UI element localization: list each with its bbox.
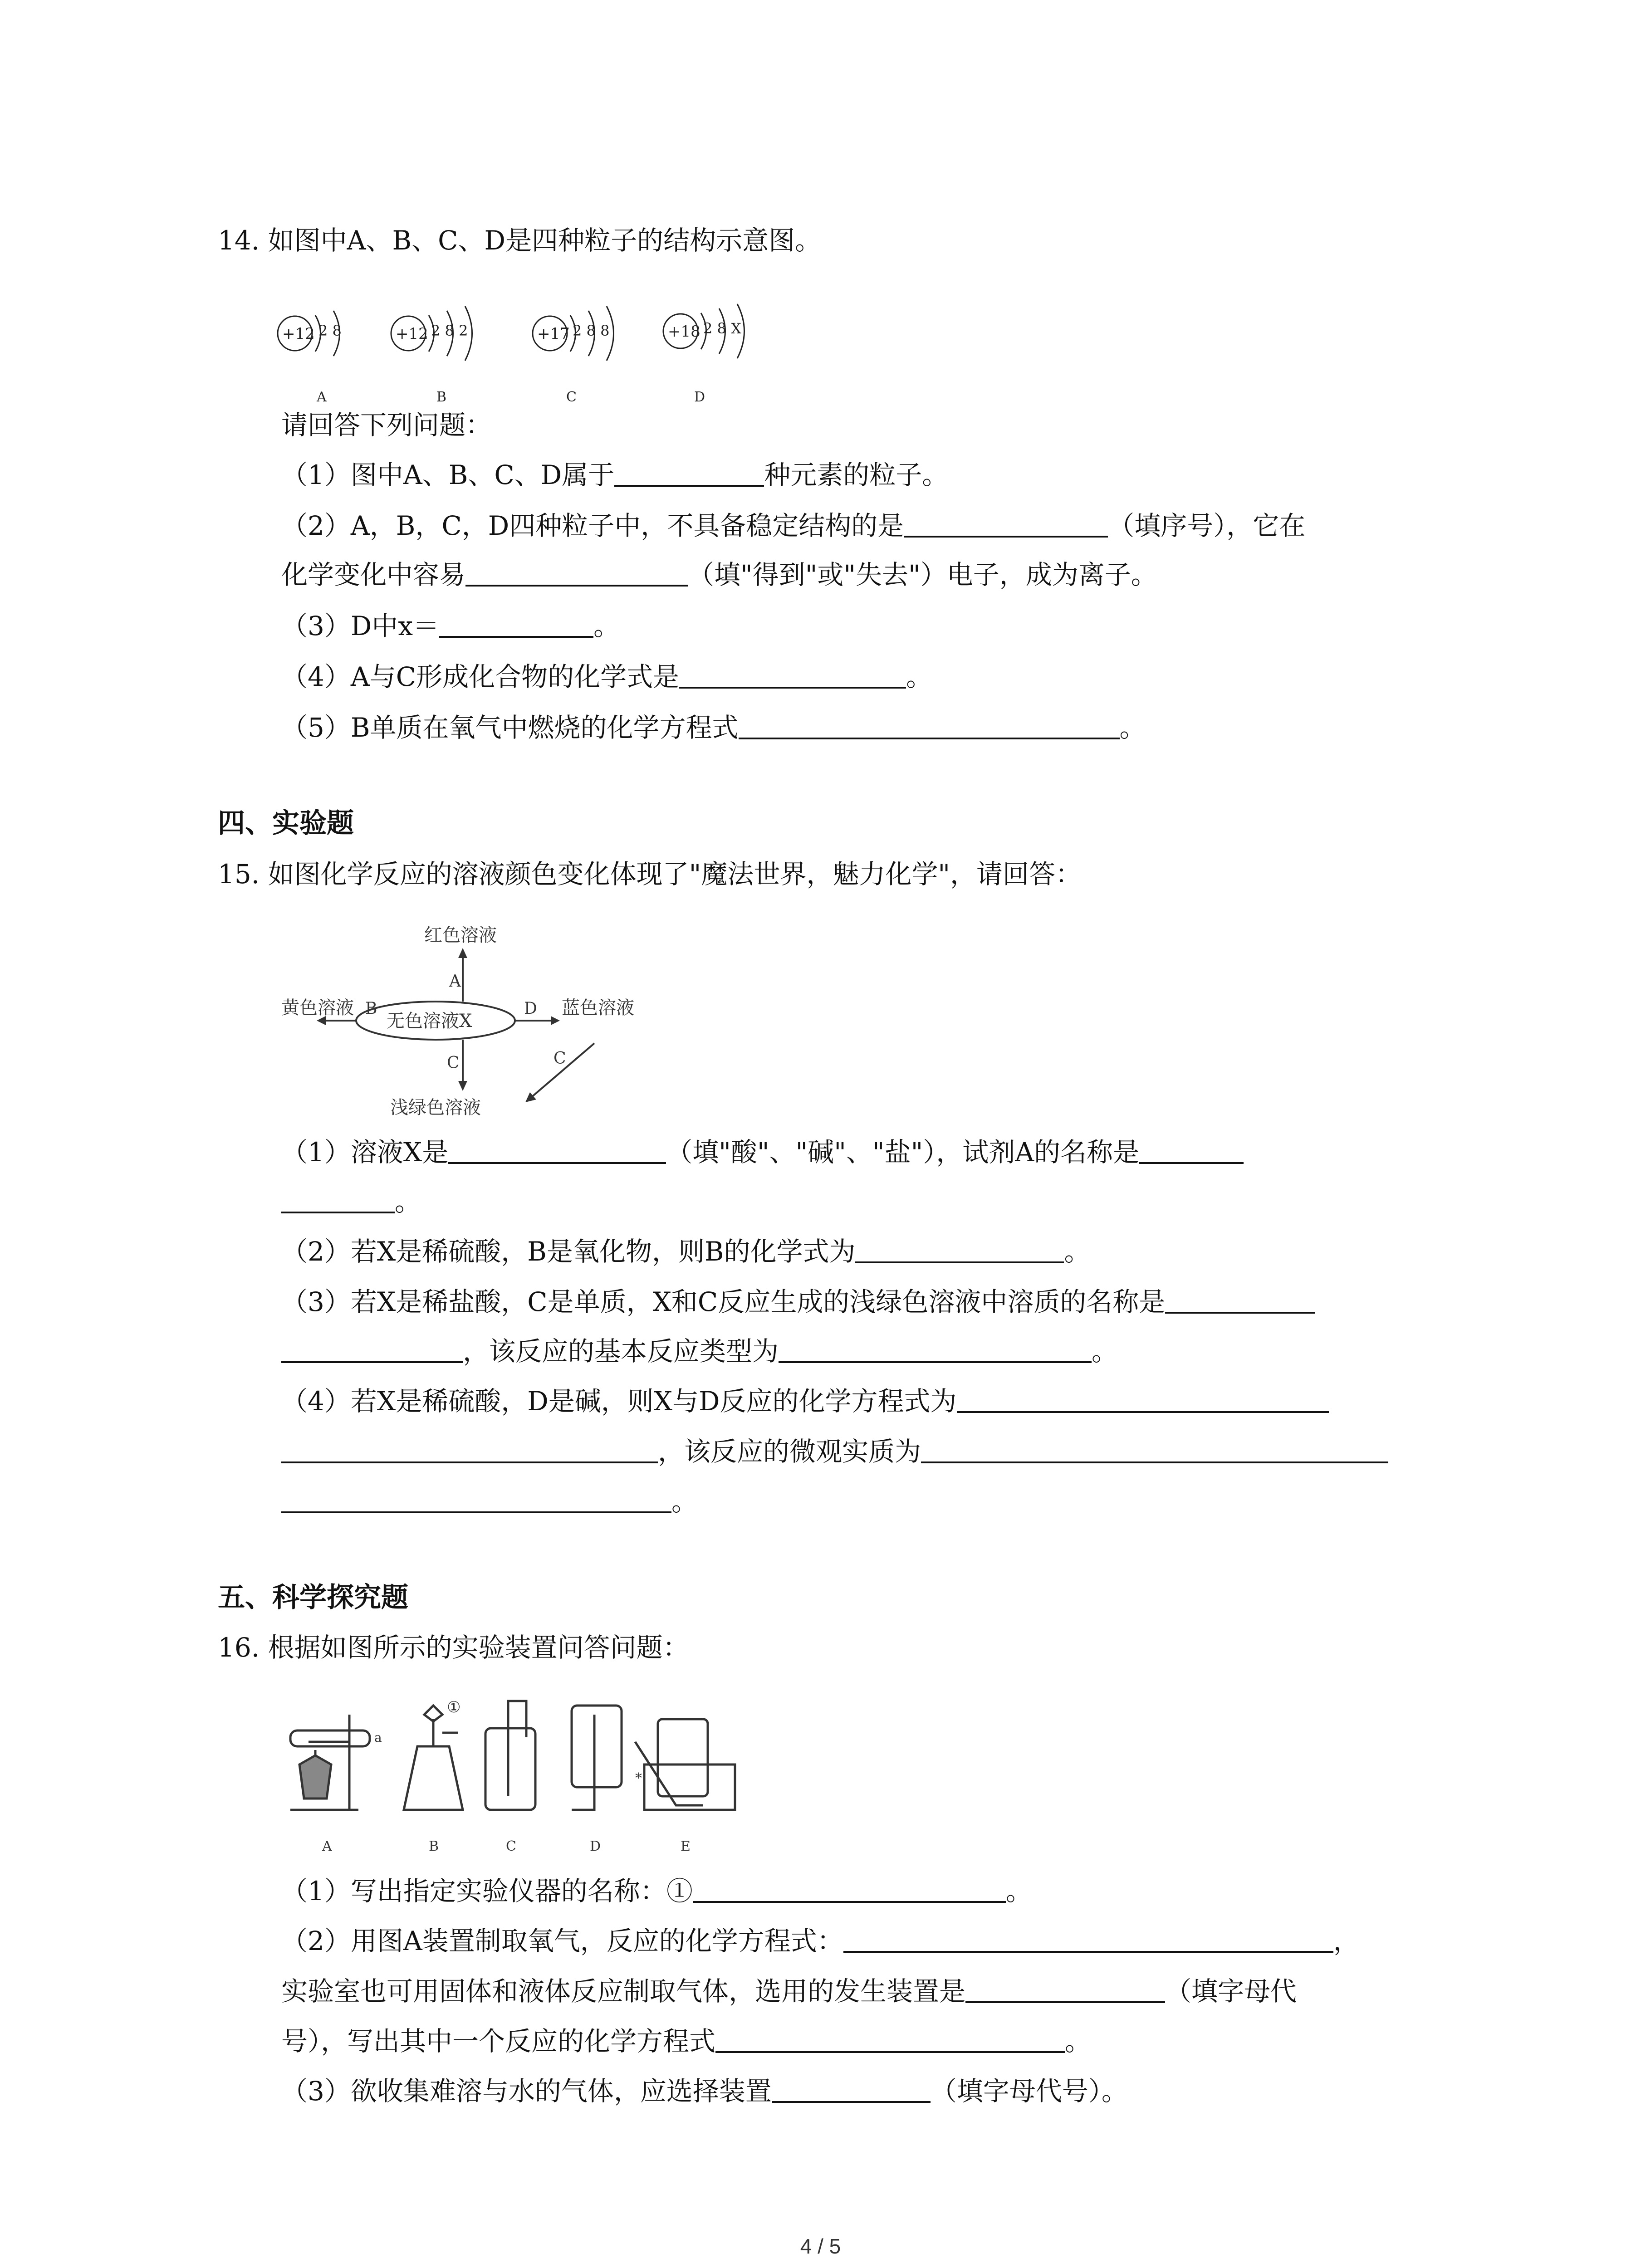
q16-blank-1[interactable] bbox=[693, 1875, 1006, 1903]
apparatus-label-b: B bbox=[429, 1838, 439, 1854]
apparatus-e-water-trough bbox=[635, 1719, 735, 1810]
q14-part1: （1）图中A、B、C、D属于 种元素的粒子。 bbox=[281, 459, 949, 490]
q15-blank-1[interactable] bbox=[448, 1136, 666, 1164]
atom-d-label: D bbox=[694, 389, 705, 405]
label-top: 红色溶液 bbox=[424, 925, 497, 946]
label-right: 蓝色溶液 bbox=[562, 997, 634, 1018]
q14-part4: （4）A与C形成化合物的化学式是 。 bbox=[281, 661, 933, 692]
q14-stem: 14. 如图中A、B、C、D是四种粒子的结构示意图。 bbox=[218, 225, 822, 256]
q14-part2-cont: 化学变化中容易 （填"得到"或"失去"）电子，成为离子。 bbox=[281, 559, 1157, 590]
q15-part1: （1）溶液X是 （填"酸"、"碱"、"盐"），试剂A的名称是 bbox=[281, 1133, 1244, 1171]
apparatus-label-a: A bbox=[322, 1838, 332, 1854]
label-center: 无色溶液X bbox=[387, 1011, 472, 1031]
atom-a-label: A bbox=[317, 389, 327, 405]
q14-blank-6[interactable] bbox=[739, 711, 1120, 739]
atom-b-shells: 2 8 2 bbox=[431, 322, 468, 339]
q14-blank-5[interactable] bbox=[679, 660, 906, 689]
q16-part1: （1）写出指定实验仪器的名称：① 。 bbox=[281, 1876, 1032, 1906]
atom-diagram-a bbox=[278, 311, 342, 405]
apparatus-c-bottle bbox=[485, 1701, 535, 1810]
q14-atom-structure-figure bbox=[272, 290, 780, 413]
q16-lab-apparatus-figure bbox=[281, 1687, 762, 1869]
apparatus-d-bottle bbox=[572, 1706, 622, 1810]
atom-d-nucleus: +18 bbox=[668, 323, 700, 341]
atom-c-nucleus: +17 bbox=[537, 325, 570, 343]
q15-part4: （4）若X是稀硫酸，D是碱，则X与D反应的化学方程式为 bbox=[281, 1382, 1329, 1420]
apparatus-label-d: D bbox=[590, 1838, 601, 1854]
q15-blank-6[interactable] bbox=[957, 1385, 1329, 1413]
q16-stem: 16. 根据如图所示的实验装置问答问题： bbox=[218, 1632, 689, 1663]
q15-part1-cont: 。 bbox=[281, 1183, 421, 1221]
q15-blank-4[interactable] bbox=[1165, 1286, 1315, 1314]
q15-blank-3[interactable] bbox=[855, 1235, 1064, 1263]
atom-a-shells: 2 8 bbox=[318, 322, 342, 339]
q16-blank-2[interactable] bbox=[843, 1925, 1333, 1953]
atom-diagram-b bbox=[391, 306, 472, 405]
q15-blank-2-cont[interactable] bbox=[281, 1185, 395, 1213]
page-number: 4 / 5 bbox=[800, 2234, 841, 2258]
apparatus-b-flask bbox=[404, 1698, 463, 1810]
q15-stem: 15. 如图化学反应的溶液颜色变化体现了"魔法世界，魅力化学"，请回答： bbox=[218, 859, 1082, 890]
apparatus-a-heating-setup bbox=[290, 1715, 382, 1810]
q15-part2: （2）若X是稀硫酸，B是氧化物，则B的化学式为 。 bbox=[281, 1236, 1091, 1267]
atom-b-label: B bbox=[436, 389, 447, 405]
q16-part2: （2）用图A装置制取氧气，反应的化学方程式： ， bbox=[281, 1926, 1360, 1956]
q14-blank-4[interactable] bbox=[439, 610, 593, 638]
q14-part3: （3）D中x＝ 。 bbox=[281, 611, 620, 641]
q15-part3: （3）若X是稀盐酸，C是单质，X和C反应生成的浅绿色溶液中溶质的名称是 bbox=[281, 1283, 1315, 1321]
q15-blank-7-cont[interactable] bbox=[281, 1485, 671, 1513]
apparatus-label-e: E bbox=[681, 1838, 691, 1854]
q15-part4-cont: ，该反应的微观实质为 bbox=[281, 1432, 1388, 1471]
atom-b-nucleus: +12 bbox=[396, 325, 428, 343]
marker-a: a bbox=[374, 1730, 382, 1745]
svg-text:*: * bbox=[635, 1770, 642, 1786]
apparatus-label-c: C bbox=[506, 1838, 516, 1854]
q15-part4-cont2: 。 bbox=[281, 1482, 698, 1520]
q16-blank-5[interactable] bbox=[772, 2075, 931, 2103]
arrow-label-c: C bbox=[447, 1054, 460, 1072]
q14-part2: （2）A，B，C，D四种粒子中，不具备稳定结构的是 （填序号），它在 bbox=[281, 510, 1306, 541]
q16-blank-4[interactable] bbox=[715, 2025, 1065, 2053]
q16-blank-3[interactable] bbox=[965, 1975, 1165, 2003]
arrow-label-c2: C bbox=[554, 1049, 566, 1068]
section-4-heading: 四、实验题 bbox=[218, 807, 354, 839]
q15-reaction-diagram bbox=[281, 912, 690, 1120]
q15-blank-4-cont[interactable] bbox=[281, 1335, 463, 1363]
q14-blank-2[interactable] bbox=[904, 509, 1108, 538]
arrow-label-a: A bbox=[449, 972, 461, 991]
arrow-label-d: D bbox=[524, 999, 537, 1018]
atom-diagram-d bbox=[663, 304, 745, 405]
q15-blank-5[interactable] bbox=[779, 1335, 1092, 1363]
q15-blank-2[interactable] bbox=[1139, 1136, 1244, 1164]
q15-blank-6-cont[interactable] bbox=[281, 1435, 658, 1463]
arrow-label-b: B bbox=[365, 999, 377, 1018]
section-5-heading: 五、科学探究题 bbox=[218, 1582, 408, 1613]
q14-blank-1[interactable] bbox=[614, 459, 764, 487]
q16-part2-cont: 实验室也可用固体和液体反应制取气体，选用的发生装置是 （填字母代 bbox=[281, 1976, 1297, 2007]
q15-part3-cont: ，该反应的基本反应类型为 。 bbox=[281, 1332, 1118, 1370]
q14-blank-3[interactable] bbox=[465, 558, 688, 587]
atom-d-shells: 2 8 X bbox=[703, 320, 741, 337]
atom-c-shells: 2 8 8 bbox=[573, 322, 610, 339]
q16-part3: （3）欲收集难溶与水的气体，应选择装置 （填字母代号）。 bbox=[281, 2076, 1128, 2107]
q15-blank-7[interactable] bbox=[921, 1435, 1388, 1463]
atom-a-nucleus: +12 bbox=[282, 325, 315, 343]
label-left: 黄色溶液 bbox=[281, 997, 354, 1018]
atom-c-label: C bbox=[566, 389, 577, 405]
atom-diagram-c bbox=[533, 306, 614, 405]
q14-prompt: 请回答下列问题： bbox=[281, 410, 492, 440]
q16-part2-cont2: 号），写出其中一个反应的化学方程式 。 bbox=[281, 2026, 1092, 2057]
marker-1: ① bbox=[447, 1698, 461, 1716]
label-bottom: 浅绿色溶液 bbox=[390, 1097, 481, 1118]
q14-part5: （5）B单质在氧气中燃烧的化学方程式 。 bbox=[281, 712, 1146, 743]
